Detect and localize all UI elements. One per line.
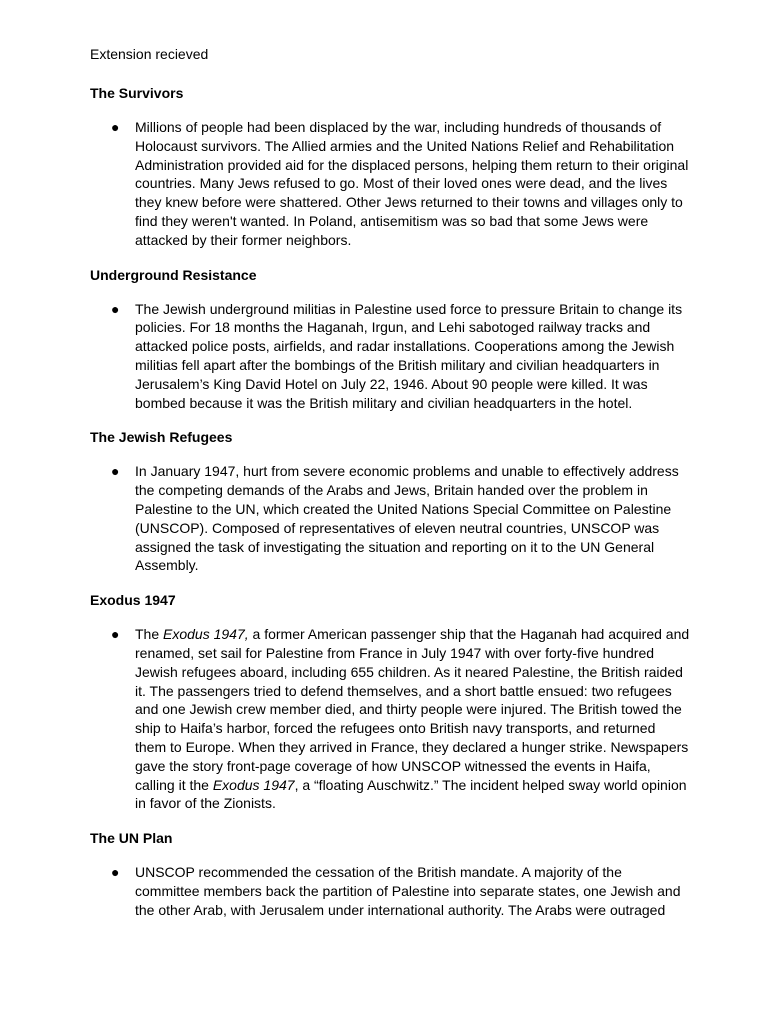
paragraph-exodus-1947: [135, 625, 690, 813]
bullet-icon: ●: [111, 300, 120, 317]
bullet-un-plan: [90, 863, 690, 919]
bullet-icon: ●: [111, 864, 120, 881]
heading-jewish-refugees: The Jewish Refugees: [90, 429, 233, 446]
bullet-icon: ●: [111, 119, 120, 135]
heading-the-survivors: The Survivors: [90, 85, 184, 101]
exodus-text-part-2: a former American passenger ship that the Haganah had acquired and renamed, set sail for Palestine from France in July 1947 with over forty-five hundred Jewish refugees aboard, including 655 children. As it neared Palestine, the British raided it. The passengers tried to defend themselves, and a short battle ensued: two refugees and one Jewish crew member died, and thirty people were injured. The British towed the ship to Haifa’s harbor, forced the refugees onto British navy transports, and returned them to Europe. When they arrived in France, they declared a hunger strike. Newspapers gave the story front-page coverage of how UNSCOP witnessed the events in Haifa, calling it the: [135, 626, 690, 793]
paragraph-underground-resistance: The Jewish underground militias in Palestine used force to pressure Britain to change its policies. For 18 months the Haganah, Irgun, and Lehi sabotoged railway tracks and attacked police posts, airfields, and radar installations. Cooperations among the Jewish militias fell apart after the bombings of the British military and civilian headquarters in Jerusalem’s King David Hotel on July 22, 1946. About 90 people were killed. It was bombed because it was the British military and civilian headquarters in the hotel.: [135, 300, 683, 411]
bullet-exodus-1947: [90, 625, 690, 813]
heading-underground-resistance: Underground Resistance: [90, 266, 257, 283]
paragraph-survivors: Millions of people had been displaced by the war, including hundreds of thousands of Holocaust survivors. The Allied armies and the United Nations Relief and Rehabilitation Administration provided aid for the displaced persons, helping them return to their original countries. Many Jews refused to go. Most of their loved ones were dead, and the lives they knew before were shattered. Other Jews returned to their towns and villages only to find they weren't wanted. In Poland, antisemitism was so bad that some Jews were attacked by their former neighbors.: [135, 119, 689, 248]
heading-exodus-1947: Exodus 1947: [90, 592, 176, 609]
paragraph-un-plan: UNSCOP recommended the cessation of the British mandate. A majority of the committee members back the partition of Palestine into separate states, one Jewish and the other Arab, with Jerusalem under international authority. The Arabs were outraged: [135, 864, 681, 918]
bullet-icon: ●: [111, 626, 120, 643]
ship-name-italic-2: Exodus 1947: [212, 776, 295, 793]
bullet-icon: ●: [111, 463, 120, 480]
document-page: [90, 45, 690, 936]
bullet-jewish-refugees: [90, 462, 690, 575]
extension-note: Extension recieved: [90, 46, 209, 62]
exodus-text-part-3: , a “floating Auschwitz.” The incident helped sway world opinion in favor of the Zionists.: [135, 776, 687, 812]
exodus-text-part-1: The: [135, 626, 164, 643]
ship-name-italic-1: Exodus 1947,: [163, 626, 249, 643]
bullet-survivors: [90, 118, 690, 250]
paragraph-jewish-refugees: In January 1947, hurt from severe economic problems and unable to effectively address the competing demands of the Arabs and Jews, Britain handed over the problem in Palestine to the UN, which created the United Nations Special Committee on Palestine (UNSCOP). Composed of representatives of eleven neutral countries, UNSCOP was assigned the task of investigating the situation and reporting on it to the UN General Assembly.: [135, 463, 679, 574]
heading-the-un-plan: The UN Plan: [90, 830, 173, 847]
bullet-underground-resistance: [90, 300, 690, 413]
